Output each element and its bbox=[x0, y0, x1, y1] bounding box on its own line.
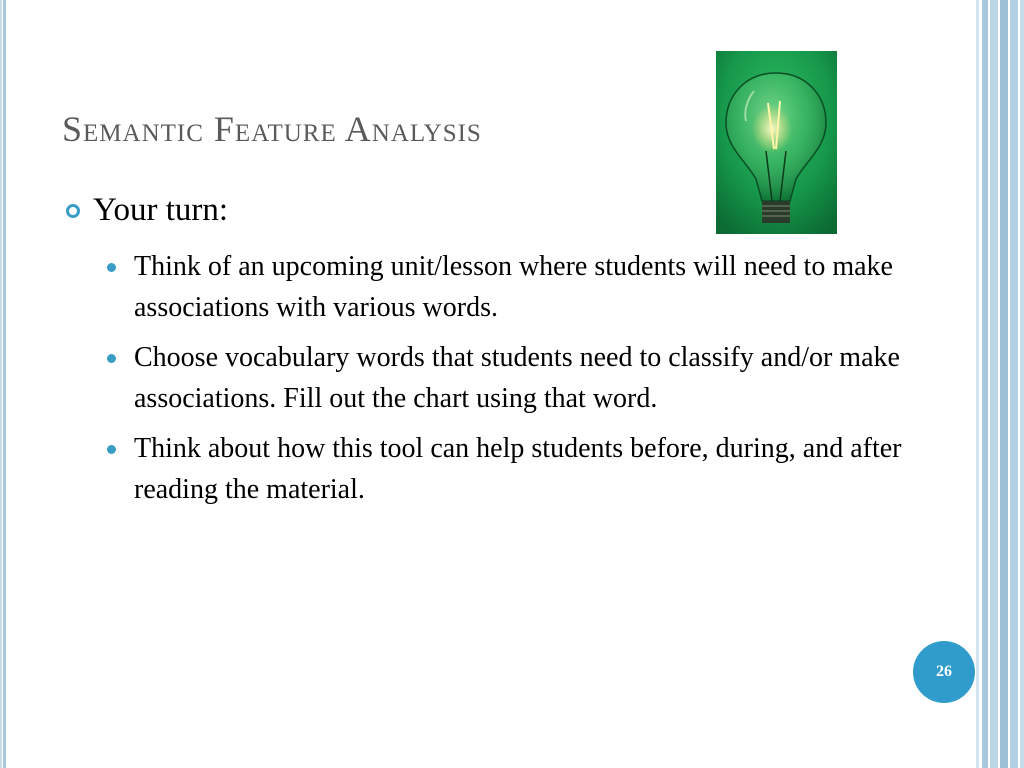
dot-bullet-icon bbox=[107, 263, 116, 272]
slide-title: Semantic Feature Analysis bbox=[62, 109, 482, 149]
bullet-text: Your turn: bbox=[93, 192, 229, 228]
sub-bullet-text: Think about how this tool can help students before, during, and after reading the material. bbox=[134, 433, 902, 505]
page-number-badge: 26 bbox=[913, 641, 975, 703]
dot-bullet-icon bbox=[107, 354, 116, 363]
sub-bullet-item bbox=[104, 337, 904, 419]
sub-bullet-text: Choose vocabulary words that students need to classify and/or make associations. Fill out the chart using that word. bbox=[134, 342, 900, 414]
left-border-decoration bbox=[0, 0, 6, 768]
light-bulb-image bbox=[716, 51, 837, 234]
sub-bullet-item bbox=[104, 246, 904, 328]
sub-bullet-item bbox=[104, 428, 904, 510]
dot-bullet-icon bbox=[107, 445, 116, 454]
sub-bullet-list bbox=[104, 246, 904, 519]
sub-bullet-text: Think of an upcoming unit/lesson where students will need to make associations with various words. bbox=[134, 251, 893, 323]
right-border-decoration bbox=[976, 0, 1024, 768]
ring-bullet-icon bbox=[66, 204, 80, 218]
